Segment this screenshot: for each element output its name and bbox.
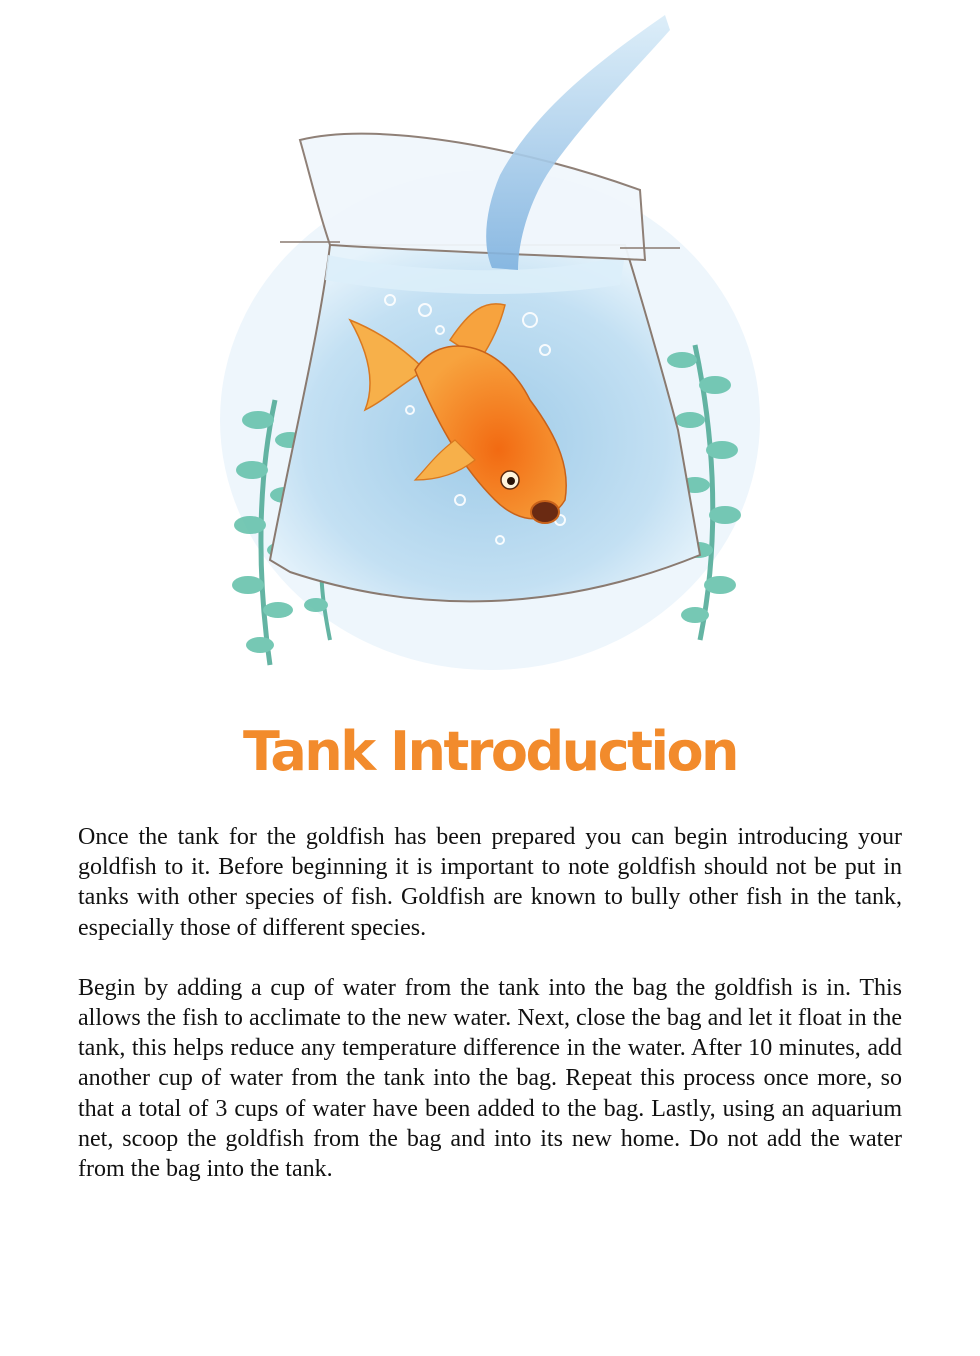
page-title: Tank Introduction — [242, 720, 738, 783]
body-text — [78, 822, 902, 1214]
goldfish-bag-artwork — [200, 0, 780, 700]
bag-neck — [300, 134, 645, 260]
paragraph: Begin by adding a cup of water from the tank into the bag the goldfish is in. This allows the fish to acclimate to the new water. Next, close the bag and let it float in the tank, this helps reduce any temperature difference in the water. After 10 minutes, add another cup of water from the tank into the bag. Repeat this process once more, so that a total of 3 cups of water have been added to the bag. Lastly, using an aquarium net, scoop the goldfish from the bag and into its new home. Do not add the water from the bag into the tank. — [78, 974, 902, 1183]
goldfish-bag-illustration — [200, 0, 780, 700]
paragraph: Once the tank for the goldfish has been prepared you can begin introducing your goldfish to it. Before beginning it is important to note goldfish should not be put in tanks with other species of fish. Goldfish are known to bully other fish in the tank, especially those of different species. — [78, 824, 902, 941]
